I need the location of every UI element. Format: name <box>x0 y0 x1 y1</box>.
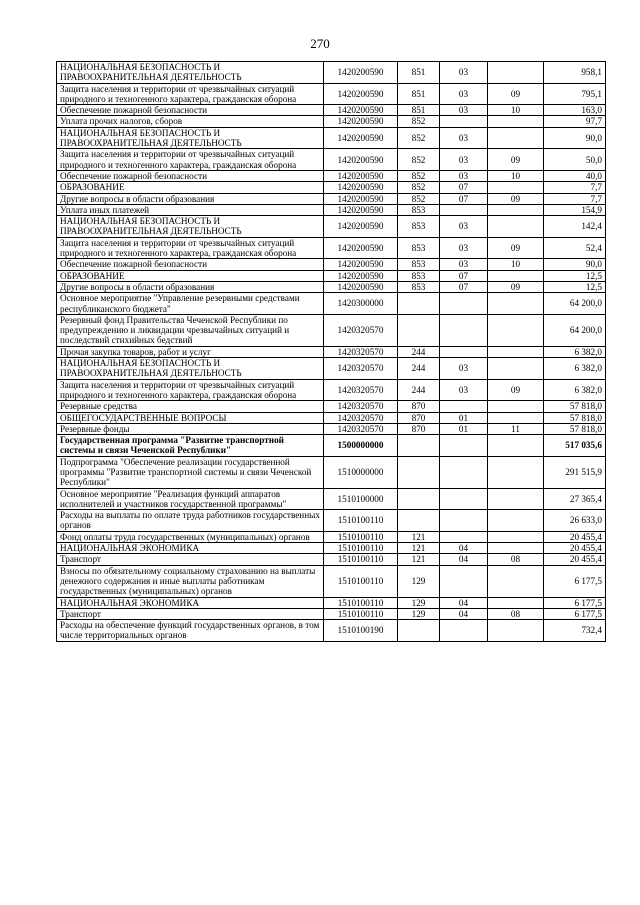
row-name-cell: Основное мероприятие "Реализация функций аппаратов исполнителей и участников государственной программы" <box>57 488 324 510</box>
row-amount-cell: 6 382,0 <box>544 379 606 401</box>
row-section-cell <box>440 293 488 315</box>
row-target-code-cell: 1420200590 <box>324 182 398 193</box>
row-name-cell: Резервный фонд Правительства Чеченской Республики по предупреждению и ликвидации чрезвычайных ситуаций и последствий стихийных бедствий <box>57 314 324 346</box>
row-name-cell: Прочая закупка товаров, работ и услуг <box>57 346 324 357</box>
row-name-cell: ОБРАЗОВАНИЕ <box>57 270 324 281</box>
row-target-code-cell: 1420200590 <box>324 270 398 281</box>
row-amount-cell: 12,5 <box>544 281 606 292</box>
row-name-cell: Защита населения и территории от чрезвычайных ситуаций природного и техногенного характера, гражданская оборона <box>57 379 324 401</box>
row-target-code-cell: 1420200590 <box>324 116 398 127</box>
row-name-cell: Обеспечение пожарной безопасности <box>57 259 324 270</box>
row-section-cell: 03 <box>440 237 488 259</box>
table-row <box>57 62 606 84</box>
row-expense-type-cell: 870 <box>398 423 440 434</box>
row-target-code-cell: 1510100110 <box>324 608 398 619</box>
row-subsection-cell: 11 <box>488 423 544 434</box>
row-name-cell: Обеспечение пожарной безопасности <box>57 105 324 116</box>
table-row <box>57 423 606 434</box>
row-amount-cell: 795,1 <box>544 83 606 105</box>
row-subsection-cell <box>488 565 544 597</box>
row-section-cell <box>440 531 488 542</box>
row-target-code-cell: 1420200590 <box>324 105 398 116</box>
table-row <box>57 554 606 565</box>
row-name-cell: Другие вопросы в области образования <box>57 193 324 204</box>
row-subsection-cell <box>488 182 544 193</box>
row-name-cell: НАЦИОНАЛЬНАЯ БЕЗОПАСНОСТЬ И ПРАВООХРАНИТЕЛЬНАЯ ДЕЯТЕЛЬНОСТЬ <box>57 358 324 380</box>
table-row <box>57 379 606 401</box>
row-section-cell: 03 <box>440 170 488 181</box>
table-row <box>57 149 606 171</box>
row-amount-cell: 732,4 <box>544 620 606 642</box>
row-amount-cell: 20 455,4 <box>544 554 606 565</box>
row-target-code-cell: 1420200590 <box>324 259 398 270</box>
row-expense-type-cell: 851 <box>398 83 440 105</box>
row-amount-cell: 57 818,0 <box>544 423 606 434</box>
row-name-cell: Обеспечение пожарной безопасности <box>57 170 324 181</box>
row-name-cell: Защита населения и территории от чрезвычайных ситуаций природного и техногенного характера, гражданская оборона <box>57 237 324 259</box>
row-section-cell: 01 <box>440 423 488 434</box>
row-subsection-cell <box>488 127 544 149</box>
row-name-cell: НАЦИОНАЛЬНАЯ БЕЗОПАСНОСТЬ И ПРАВООХРАНИТЕЛЬНАЯ ДЕЯТЕЛЬНОСТЬ <box>57 127 324 149</box>
row-amount-cell: 57 818,0 <box>544 412 606 423</box>
row-section-cell: 07 <box>440 281 488 292</box>
row-subsection-cell: 10 <box>488 259 544 270</box>
row-expense-type-cell: 121 <box>398 543 440 554</box>
row-section-cell: 03 <box>440 149 488 171</box>
budget-table <box>56 61 606 642</box>
row-subsection-cell <box>488 116 544 127</box>
row-expense-type-cell: 129 <box>398 608 440 619</box>
row-section-cell: 04 <box>440 608 488 619</box>
row-expense-type-cell: 121 <box>398 554 440 565</box>
row-section-cell <box>440 456 488 488</box>
row-amount-cell: 6 177,5 <box>544 608 606 619</box>
row-section-cell: 03 <box>440 259 488 270</box>
row-target-code-cell: 1420200590 <box>324 149 398 171</box>
row-target-code-cell: 1420200590 <box>324 216 398 238</box>
row-expense-type-cell: 852 <box>398 170 440 181</box>
table-row <box>57 259 606 270</box>
table-row <box>57 270 606 281</box>
row-expense-type-cell <box>398 488 440 510</box>
row-expense-type-cell: 244 <box>398 346 440 357</box>
row-name-cell: Уплата прочих налогов, сборов <box>57 116 324 127</box>
row-amount-cell: 26 633,0 <box>544 510 606 532</box>
row-name-cell: Защита населения и территории от чрезвычайных ситуаций природного и техногенного характера, гражданская оборона <box>57 149 324 171</box>
row-amount-cell: 154,9 <box>544 204 606 215</box>
row-target-code-cell: 1420200590 <box>324 193 398 204</box>
row-section-cell: 01 <box>440 412 488 423</box>
row-expense-type-cell: 870 <box>398 401 440 412</box>
row-amount-cell: 64 200,0 <box>544 314 606 346</box>
row-expense-type-cell: 852 <box>398 116 440 127</box>
row-target-code-cell: 1510100190 <box>324 620 398 642</box>
row-amount-cell: 6 177,5 <box>544 597 606 608</box>
row-amount-cell: 20 455,4 <box>544 531 606 542</box>
row-subsection-cell: 08 <box>488 608 544 619</box>
row-target-code-cell: 1420320570 <box>324 346 398 357</box>
table-row <box>57 597 606 608</box>
table-row <box>57 456 606 488</box>
row-expense-type-cell <box>398 314 440 346</box>
row-subsection-cell <box>488 597 544 608</box>
row-amount-cell: 142,4 <box>544 216 606 238</box>
row-section-cell: 07 <box>440 270 488 281</box>
row-target-code-cell: 1420320570 <box>324 412 398 423</box>
row-subsection-cell <box>488 543 544 554</box>
row-target-code-cell: 1510100110 <box>324 597 398 608</box>
row-section-cell <box>440 204 488 215</box>
row-expense-type-cell: 853 <box>398 204 440 215</box>
row-name-cell: Государственная программа "Развитие транспортной системы и связи Чеченской Республики" <box>57 435 324 457</box>
row-section-cell: 07 <box>440 193 488 204</box>
row-amount-cell: 7,7 <box>544 193 606 204</box>
row-target-code-cell: 1420200590 <box>324 62 398 84</box>
row-expense-type-cell: 129 <box>398 565 440 597</box>
row-expense-type-cell: 870 <box>398 412 440 423</box>
table-row <box>57 412 606 423</box>
row-expense-type-cell: 853 <box>398 270 440 281</box>
row-section-cell: 04 <box>440 543 488 554</box>
row-target-code-cell: 1500000000 <box>324 435 398 457</box>
table-row <box>57 237 606 259</box>
row-amount-cell: 6 382,0 <box>544 358 606 380</box>
row-expense-type-cell <box>398 510 440 532</box>
row-target-code-cell: 1420320570 <box>324 379 398 401</box>
row-section-cell <box>440 488 488 510</box>
row-amount-cell: 958,1 <box>544 62 606 84</box>
table-row <box>57 531 606 542</box>
row-name-cell: НАЦИОНАЛЬНАЯ ЭКОНОМИКА <box>57 543 324 554</box>
table-row <box>57 543 606 554</box>
row-subsection-cell <box>488 62 544 84</box>
row-section-cell: 04 <box>440 597 488 608</box>
row-expense-type-cell: 851 <box>398 105 440 116</box>
row-subsection-cell: 09 <box>488 193 544 204</box>
row-target-code-cell: 1420200590 <box>324 83 398 105</box>
row-amount-cell: 6 382,0 <box>544 346 606 357</box>
row-name-cell: Другие вопросы в области образования <box>57 281 324 292</box>
row-subsection-cell: 09 <box>488 281 544 292</box>
row-expense-type-cell: 852 <box>398 182 440 193</box>
row-subsection-cell <box>488 531 544 542</box>
table-row <box>57 293 606 315</box>
row-expense-type-cell <box>398 293 440 315</box>
row-name-cell: Резервные средства <box>57 401 324 412</box>
row-section-cell <box>440 435 488 457</box>
row-amount-cell: 40,0 <box>544 170 606 181</box>
row-target-code-cell: 1420320570 <box>324 358 398 380</box>
row-expense-type-cell: 121 <box>398 531 440 542</box>
row-target-code-cell: 1420200590 <box>324 204 398 215</box>
table-row <box>57 193 606 204</box>
table-row <box>57 358 606 380</box>
row-section-cell <box>440 620 488 642</box>
row-expense-type-cell <box>398 435 440 457</box>
row-amount-cell: 57 818,0 <box>544 401 606 412</box>
row-expense-type-cell: 852 <box>398 149 440 171</box>
row-subsection-cell: 09 <box>488 83 544 105</box>
table-row <box>57 116 606 127</box>
row-subsection-cell: 10 <box>488 170 544 181</box>
row-expense-type-cell: 853 <box>398 237 440 259</box>
row-expense-type-cell: 853 <box>398 216 440 238</box>
row-name-cell: НАЦИОНАЛЬНАЯ БЕЗОПАСНОСТЬ И ПРАВООХРАНИТЕЛЬНАЯ ДЕЯТЕЛЬНОСТЬ <box>57 216 324 238</box>
row-amount-cell: 20 455,4 <box>544 543 606 554</box>
row-target-code-cell: 1510100110 <box>324 554 398 565</box>
row-subsection-cell <box>488 346 544 357</box>
row-name-cell: НАЦИОНАЛЬНАЯ БЕЗОПАСНОСТЬ И ПРАВООХРАНИТЕЛЬНАЯ ДЕЯТЕЛЬНОСТЬ <box>57 62 324 84</box>
row-expense-type-cell: 129 <box>398 597 440 608</box>
row-amount-cell: 6 177,5 <box>544 565 606 597</box>
row-amount-cell: 50,0 <box>544 149 606 171</box>
table-row <box>57 435 606 457</box>
page-number: 270 <box>310 36 330 51</box>
row-section-cell <box>440 346 488 357</box>
table-row <box>57 620 606 642</box>
row-section-cell <box>440 565 488 597</box>
row-name-cell: Расходы на выплаты по оплате труда работников государственных органов <box>57 510 324 532</box>
row-target-code-cell: 1510100110 <box>324 531 398 542</box>
row-amount-cell: 7,7 <box>544 182 606 193</box>
row-expense-type-cell: 853 <box>398 281 440 292</box>
row-section-cell <box>440 401 488 412</box>
row-section-cell: 03 <box>440 62 488 84</box>
row-subsection-cell <box>488 435 544 457</box>
row-subsection-cell: 09 <box>488 379 544 401</box>
row-target-code-cell: 1510100110 <box>324 510 398 532</box>
row-target-code-cell: 1420200590 <box>324 237 398 259</box>
row-name-cell: ОБЩЕГОСУДАРСТВЕННЫЕ ВОПРОСЫ <box>57 412 324 423</box>
budget-table-body <box>57 62 606 642</box>
row-expense-type-cell: 853 <box>398 259 440 270</box>
row-subsection-cell: 09 <box>488 237 544 259</box>
row-target-code-cell: 1510100110 <box>324 543 398 554</box>
row-section-cell <box>440 510 488 532</box>
row-amount-cell: 517 035,6 <box>544 435 606 457</box>
row-target-code-cell: 1420200590 <box>324 127 398 149</box>
row-subsection-cell <box>488 314 544 346</box>
row-name-cell: Основное мероприятие "Управление резервными средствами республиканского бюджета" <box>57 293 324 315</box>
row-target-code-cell: 1420300000 <box>324 293 398 315</box>
row-name-cell: Уплата иных платежей <box>57 204 324 215</box>
table-row <box>57 83 606 105</box>
table-row <box>57 401 606 412</box>
row-expense-type-cell: 852 <box>398 193 440 204</box>
row-section-cell: 03 <box>440 358 488 380</box>
row-amount-cell: 64 200,0 <box>544 293 606 315</box>
row-section-cell <box>440 314 488 346</box>
row-section-cell: 03 <box>440 216 488 238</box>
row-subsection-cell <box>488 456 544 488</box>
table-row <box>57 488 606 510</box>
row-target-code-cell: 1510000000 <box>324 456 398 488</box>
row-subsection-cell <box>488 270 544 281</box>
row-subsection-cell <box>488 204 544 215</box>
table-row <box>57 281 606 292</box>
row-subsection-cell: 09 <box>488 149 544 171</box>
row-name-cell: Фонд оплаты труда государственных (муниципальных) органов <box>57 531 324 542</box>
row-name-cell: НАЦИОНАЛЬНАЯ ЭКОНОМИКА <box>57 597 324 608</box>
row-target-code-cell: 1510100000 <box>324 488 398 510</box>
table-row <box>57 105 606 116</box>
row-subsection-cell <box>488 293 544 315</box>
row-amount-cell: 12,5 <box>544 270 606 281</box>
table-row <box>57 510 606 532</box>
row-section-cell: 07 <box>440 182 488 193</box>
row-subsection-cell <box>488 488 544 510</box>
row-target-code-cell: 1510100110 <box>324 565 398 597</box>
row-name-cell: Резервные фонды <box>57 423 324 434</box>
row-target-code-cell: 1420200590 <box>324 170 398 181</box>
row-name-cell: Транспорт <box>57 554 324 565</box>
table-row <box>57 182 606 193</box>
table-row <box>57 346 606 357</box>
table-row <box>57 170 606 181</box>
row-name-cell: Расходы на обеспечение функций государственных органов, в том числе территориальных органов <box>57 620 324 642</box>
row-name-cell: Подпрограмма "Обеспечение реализации государственной программы "Развитие транспортной системы и связи Чеченской Республики" <box>57 456 324 488</box>
row-amount-cell: 97,7 <box>544 116 606 127</box>
row-subsection-cell <box>488 401 544 412</box>
row-section-cell: 03 <box>440 379 488 401</box>
row-subsection-cell <box>488 510 544 532</box>
row-expense-type-cell <box>398 456 440 488</box>
row-expense-type-cell: 851 <box>398 62 440 84</box>
table-row <box>57 314 606 346</box>
row-section-cell: 04 <box>440 554 488 565</box>
row-subsection-cell: 08 <box>488 554 544 565</box>
row-expense-type-cell: 244 <box>398 379 440 401</box>
row-amount-cell: 163,0 <box>544 105 606 116</box>
row-name-cell: ОБРАЗОВАНИЕ <box>57 182 324 193</box>
row-subsection-cell <box>488 216 544 238</box>
row-name-cell: Транспорт <box>57 608 324 619</box>
row-amount-cell: 27 365,4 <box>544 488 606 510</box>
row-expense-type-cell: 244 <box>398 358 440 380</box>
row-section-cell: 03 <box>440 127 488 149</box>
row-amount-cell: 90,0 <box>544 127 606 149</box>
row-expense-type-cell: 852 <box>398 127 440 149</box>
row-subsection-cell <box>488 412 544 423</box>
table-row <box>57 565 606 597</box>
row-subsection-cell <box>488 620 544 642</box>
row-section-cell <box>440 116 488 127</box>
table-row <box>57 127 606 149</box>
row-section-cell: 03 <box>440 83 488 105</box>
row-name-cell: Взносы по обязательному социальному страхованию на выплаты денежного содержания и иные выплаты работникам государственных (муниципальных) органов <box>57 565 324 597</box>
row-target-code-cell: 1420200590 <box>324 281 398 292</box>
row-amount-cell: 52,4 <box>544 237 606 259</box>
row-expense-type-cell <box>398 620 440 642</box>
row-target-code-cell: 1420320570 <box>324 314 398 346</box>
row-target-code-cell: 1420320570 <box>324 401 398 412</box>
table-row <box>57 204 606 215</box>
row-subsection-cell: 10 <box>488 105 544 116</box>
row-subsection-cell <box>488 358 544 380</box>
row-name-cell: Защита населения и территории от чрезвычайных ситуаций природного и техногенного характера, гражданская оборона <box>57 83 324 105</box>
row-target-code-cell: 1420320570 <box>324 423 398 434</box>
row-amount-cell: 90,0 <box>544 259 606 270</box>
table-row <box>57 216 606 238</box>
row-amount-cell: 291 515,9 <box>544 456 606 488</box>
row-section-cell: 03 <box>440 105 488 116</box>
table-row <box>57 608 606 619</box>
